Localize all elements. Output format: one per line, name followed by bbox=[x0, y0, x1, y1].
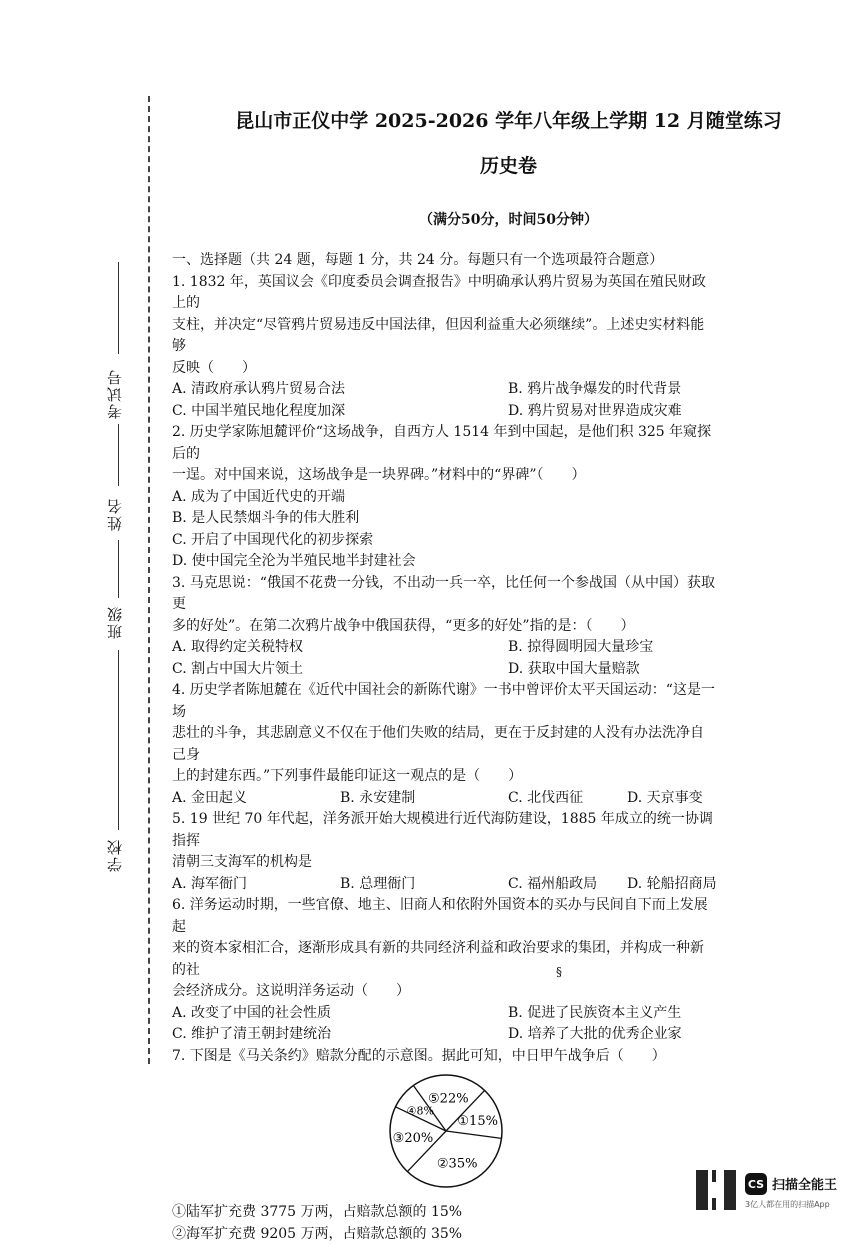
legend-line: ①陆军扩充费 3775 万两，占赔款总额的 15% bbox=[172, 1202, 717, 1224]
exam-note: （满分50分，时间50分钟） bbox=[150, 209, 867, 229]
option-b: B. 掠得圆明园大量珍宝 bbox=[508, 637, 653, 659]
question-line: 多的好处”。在第二次鸦片战争中俄国获得，“更多的好处”指的是：（ ） bbox=[172, 616, 717, 638]
option-c: C. 福州船政局 bbox=[508, 874, 627, 896]
pie-slice-edge bbox=[446, 1131, 502, 1138]
exam-number-underline bbox=[118, 262, 119, 354]
option-c: C. 北伐西征 bbox=[508, 788, 627, 810]
qr-code-center bbox=[708, 1182, 724, 1198]
option-b: B. 促进了民族资本主义产生 bbox=[508, 1003, 681, 1025]
question-line: 7. 下图是《马关条约》赔款分配的示意图。据此可知，中日甲午战争后（ ） bbox=[172, 1046, 717, 1068]
option-c: C. 中国半殖民地化程度加深 bbox=[172, 401, 508, 423]
option-b: B. 永安建制 bbox=[340, 788, 508, 810]
option-d: D. 鸦片贸易对世界造成灾难 bbox=[508, 401, 682, 423]
option-a: A. 金田起义 bbox=[172, 788, 340, 810]
exam-content bbox=[172, 250, 717, 1245]
option-c: C. 割占中国大片领土 bbox=[172, 659, 508, 681]
option-b: B. 是人民禁烟斗争的伟大胜利 bbox=[172, 508, 717, 530]
option-a: A. 海军衙门 bbox=[172, 874, 340, 896]
page-title: 昆山市正仪中学 2025-2026 学年八年级上学期 12 月随堂练习 bbox=[150, 106, 867, 133]
question-5 bbox=[172, 809, 717, 895]
section-heading: 一、选择题（共 24 题，每题 1 分，共 24 分。每题只有一个选项最符合题意） bbox=[172, 250, 717, 272]
class-underline bbox=[118, 540, 119, 598]
question-1 bbox=[172, 272, 717, 423]
question-line: 3. 马克思说：“俄国不花费一分钱，不出动一兵一卒，比任何一个参战国（从中国）获取更 bbox=[172, 573, 717, 616]
camscanner-logo-icon: CS bbox=[745, 1173, 767, 1195]
option-d: D. 天京事变 bbox=[627, 788, 703, 810]
question-line: 反映（ ） bbox=[172, 358, 717, 380]
option-a: A. 取得约定关税特权 bbox=[172, 637, 508, 659]
camscanner-tagline: 3亿人都在用的扫描App bbox=[745, 1199, 830, 1210]
question-line: 2. 历史学家陈旭麓评价“这场战争，自西方人 1514 年到中国起，是他们积 325 年窥探后的 bbox=[172, 422, 717, 465]
question-7 bbox=[172, 1046, 717, 1245]
school-label: 学校 bbox=[104, 838, 125, 872]
camscanner-brand-name: 扫描全能王 bbox=[772, 1174, 837, 1193]
question-line: 上的封建东西。”下列事件最能印证这一观点的是（ ） bbox=[172, 766, 717, 788]
option-a: A. 清政府承认鸦片贸易合法 bbox=[172, 379, 508, 401]
option-c: C. 维护了清王朝封建统治 bbox=[172, 1024, 508, 1046]
question-3 bbox=[172, 573, 717, 681]
school-underline bbox=[118, 650, 119, 830]
pie-slice-label: ①15% bbox=[457, 1114, 498, 1129]
option-d: D. 使中国完全沦为半殖民地半封建社会 bbox=[172, 551, 717, 573]
question-6 bbox=[172, 895, 717, 1046]
page-subtitle: 历史卷 bbox=[150, 151, 867, 178]
question-line: 悲壮的斗争，其悲剧意义不仅在于他们失败的结局，更在于反封建的人没有办法洗净自己身 bbox=[172, 723, 717, 766]
pie-svg bbox=[386, 1071, 506, 1191]
pie-slice-label: ④8% bbox=[407, 1104, 434, 1117]
binding-dashed-line bbox=[148, 96, 150, 1064]
question-line: 4. 历史学者陈旭麓在《近代中国社会的新陈代谢》一书中曾评价太平天国运动：“这是一场 bbox=[172, 680, 717, 723]
exam-number-label: 考试号 bbox=[104, 368, 125, 419]
option-d: D. 获取中国大量赔款 bbox=[508, 659, 640, 681]
question-line: 支柱，并决定“尽管鸦片贸易违反中国法律，但因利益重大必须继续”。上述史实材料能够 bbox=[172, 315, 717, 358]
question-2 bbox=[172, 422, 717, 573]
pie-slice-label: ②35% bbox=[437, 1157, 478, 1172]
option-b: B. 鸦片战争爆发的时代背景 bbox=[508, 379, 681, 401]
pie-slice-label: ⑤22% bbox=[428, 1091, 469, 1106]
option-a: A. 成为了中国近代史的开端 bbox=[172, 487, 717, 509]
question-line: 5. 19 世纪 70 年代起，洋务派开始大规模进行近代海防建设，1885 年成立的统一协调指挥 bbox=[172, 809, 717, 852]
question-line: 6. 洋务运动时期，一些官僚、地主、旧商人和依附外国资本的买办与民间自下而上发展起 bbox=[172, 895, 717, 938]
name-underline bbox=[118, 424, 119, 486]
indemnity-pie-chart bbox=[172, 1067, 717, 1202]
question-line: 一逞。对中国来说，这场战争是一块界碑。”材料中的“界碑”（ ） bbox=[172, 465, 717, 487]
question-line: 1. 1832 年，英国议会《印度委员会调查报告》中明确承认鸦片贸易为英国在殖民财政上的 bbox=[172, 272, 717, 315]
option-c: C. 开启了中国现代化的初步探索 bbox=[172, 530, 717, 552]
option-d: D. 轮船招商局 bbox=[627, 874, 717, 896]
pie-slice-label: ③20% bbox=[393, 1131, 434, 1146]
question-line: 会经济成分。这说明洋务运动（ ） bbox=[172, 981, 717, 1003]
option-b: B. 总理衙门 bbox=[340, 874, 508, 896]
stray-mark: § bbox=[556, 965, 562, 979]
option-a: A. 改变了中国的社会性质 bbox=[172, 1003, 508, 1025]
question-line: 清朝三支海军的机构是 bbox=[172, 852, 717, 874]
legend-line: ②海军扩充费 9205 万两，占赔款总额的 35% bbox=[172, 1224, 717, 1245]
class-label: 班级 bbox=[104, 605, 125, 639]
name-label: 姓名 bbox=[104, 497, 125, 531]
question-line: 来的资本家相汇合，逐渐形成具有新的共同经济利益和政治要求的集团，并构成一种新的社 bbox=[172, 938, 717, 981]
option-d: D. 培养了大批的优秀企业家 bbox=[508, 1024, 682, 1046]
question-4 bbox=[172, 680, 717, 809]
